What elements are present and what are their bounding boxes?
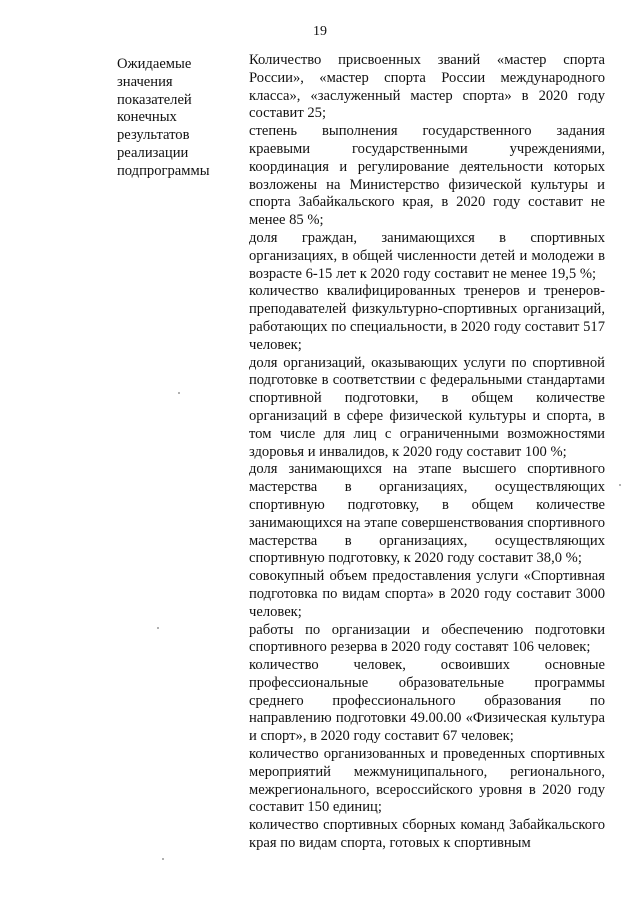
- indicator-paragraph: количество человек, освоивших основные профессиональные образовательные программы среднего профессионального образования по направлению подготовки 49.00.00 «Физическая культура и спорт», в 2020 году составит 67 человек;: [249, 657, 605, 745]
- scan-speck: [162, 858, 164, 860]
- indicator-paragraph: количество квалифицированных тренеров и тренеров-преподавателей физкультурно-спортивных организаций, работающих по специальности, в 2020 году составит 517 человек;: [249, 283, 605, 353]
- indicator-paragraph: количество спортивных сборных команд Забайкальского края по видам спорта, готовых к спортивным: [249, 817, 605, 852]
- indicator-paragraph: доля организаций, оказывающих услуги по спортивной подготовке в соответствии с федеральными стандартами спортивной подготовки, в общем количестве организаций в сфере физической культуры и спорта, в том числе для лиц с ограниченными возможностями здоровья и инвалидов, к 2020 году составит 100 %;: [249, 354, 605, 460]
- indicator-list: [249, 52, 605, 853]
- page-number: 19: [313, 24, 327, 39]
- indicator-paragraph: Количество присвоенных званий «мастер спорта России», «мастер спорта России международного класса», «заслуженный мастер спорта» в 2020 году составит 25;: [249, 52, 605, 122]
- scan-speck: [157, 627, 159, 629]
- indicator-paragraph: совокупный объем предоставления услуги «Спортивная подготовка по видам спорта» в 2020 году составит 3000 человек;: [249, 568, 605, 620]
- scan-speck: [619, 484, 621, 486]
- section-label: Ожидаемые значения показателей конечных результатов реализации подпрограммы: [117, 56, 210, 179]
- indicator-paragraph: количество организованных и проведенных спортивных мероприятий межмуниципального, регионального, межрегионального, всероссийского уровня в 2020 году составит 150 единиц;: [249, 746, 605, 816]
- indicator-paragraph: степень выполнения государственного задания краевыми государственными учреждениями, координация и регулирование деятельности которых возложены на Министерство физической культуры и спорта Забайкальского края, в 2020 году составит не менее 85 %;: [249, 123, 605, 229]
- indicator-paragraph: доля граждан, занимающихся в спортивных организациях, в общей численности детей и молодежи в возрасте 6-15 лет к 2020 году составит не менее 19,5 %;: [249, 229, 605, 282]
- scan-speck: [178, 392, 180, 394]
- indicator-paragraph: доля занимающихся на этапе высшего спортивного мастерства в организациях, осуществляющих спортивную подготовку, в общем количестве занимающихся на этапе совершенствования спортивного мастерства в организациях, осуществляющих спортивную подготовку, к 2020 году составит 38,0 %;: [249, 461, 605, 567]
- indicator-paragraph: работы по организации и обеспечению подготовки спортивного резерва в 2020 году составят 106 человек;: [249, 621, 605, 656]
